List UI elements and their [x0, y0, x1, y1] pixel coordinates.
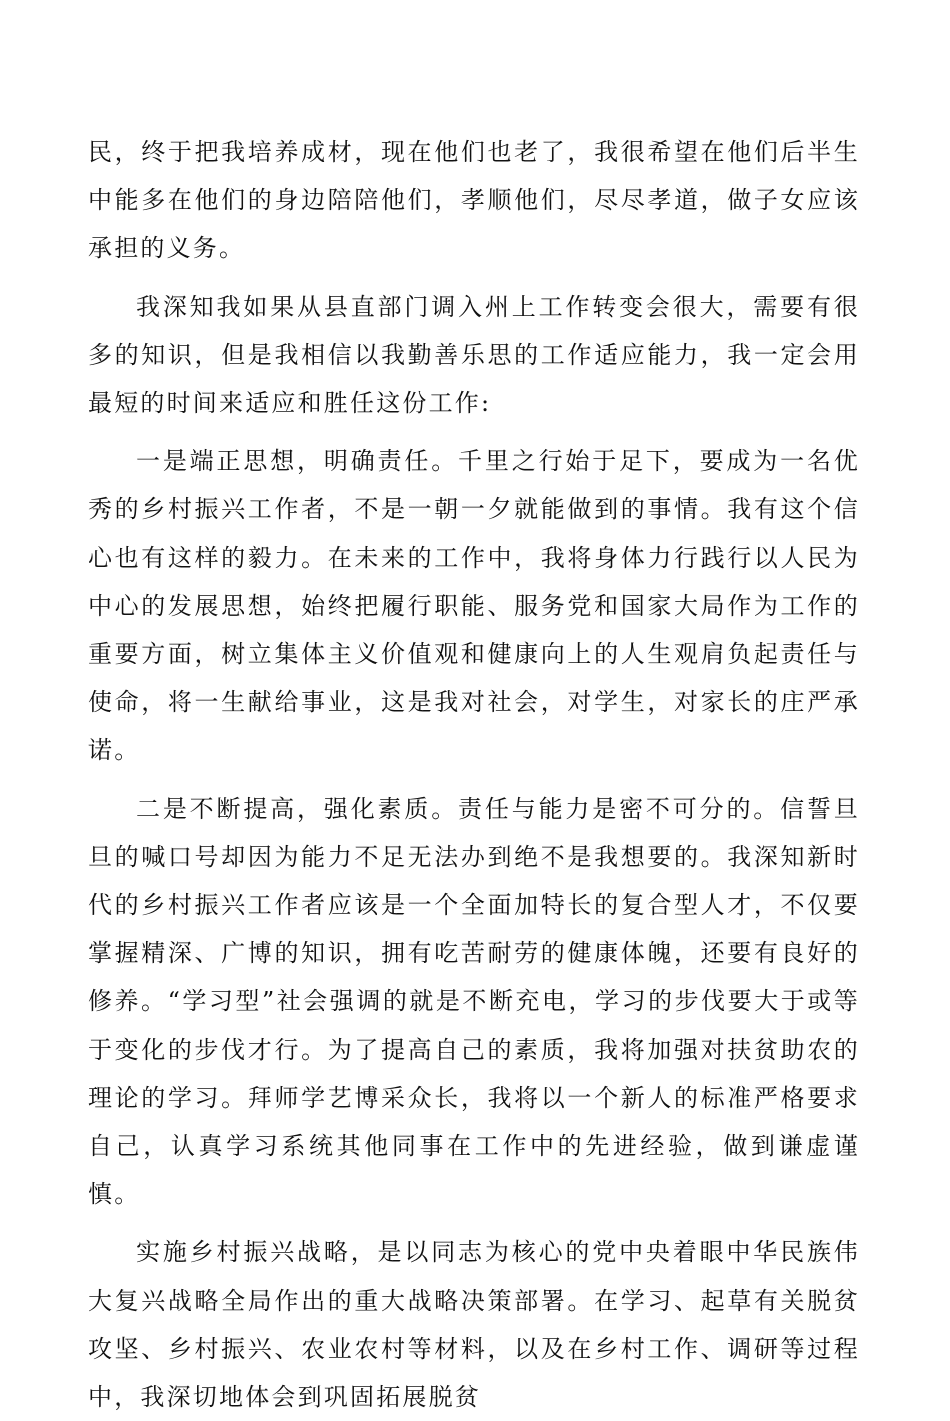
paragraph-rural-revitalization: 实施乡村振兴战略，是以同志为核心的党中央着眼中华民族伟大复兴战略全局作出的重大战略决策部署。在学习、起草有关脱贫攻坚、乡村振兴、农业农村等材料，以及在乡村工作、调研等过程中，我深切地体会到巩固拓展脱贫 [88, 1238, 860, 1412]
paragraph-point-one: 一是端正思想，明确责任。千里之行始于足下，要成为一名优秀的乡村振兴工作者，不是一朝一夕就能做到的事情。我有这个信心也有这样的毅力。在未来的工作中，我将身体力行践行以人民为中心的发展思想，始终把履行职能、服务党和国家大局作为工作的重要方面，树立集体主义价值观和健康向上的人生观肩负起责任与使命，将一生献给事业，这是我对社会，对学生，对家长的庄严承诺。 [88, 447, 860, 765]
paragraph-work-adaptation: 我深知我如果从县直部门调入州上工作转变会很大，需要有很多的知识，但是我相信以我勤善乐思的工作适应能力，我一定会用最短的时间来适应和胜任这份工作: [88, 292, 860, 418]
paragraph-continuation: 民，终于把我培养成材，现在他们也老了，我很希望在他们后半生中能多在他们的身边陪陪他们，孝顺他们，尽尽孝道，做子女应该承担的义务。 [88, 138, 860, 263]
paragraph-point-two: 二是不断提高，强化素质。责任与能力是密不可分的。信誓旦旦的喊口号却因为能力不足无法办到绝不是我想要的。我深知新时代的乡村振兴工作者应该是一个全面加特长的复合型人才，不仅要掌握精深、广博的知识，拥有吃苦耐劳的健康体魄，还要有良好的修养。“学习型”社会强调的就是不断充电，学习的步伐要大于或等于变化的步伐才行。为了提高自己的素质，我将加强对扶贫助农的理论的学习。拜师学艺博采众长，我将以一个新人的标准严格要求自己，认真学习系统其他同事在工作中的先进经验，做到谦虚谨慎。 [88, 794, 860, 1209]
document-body [88, 128, 860, 1421]
